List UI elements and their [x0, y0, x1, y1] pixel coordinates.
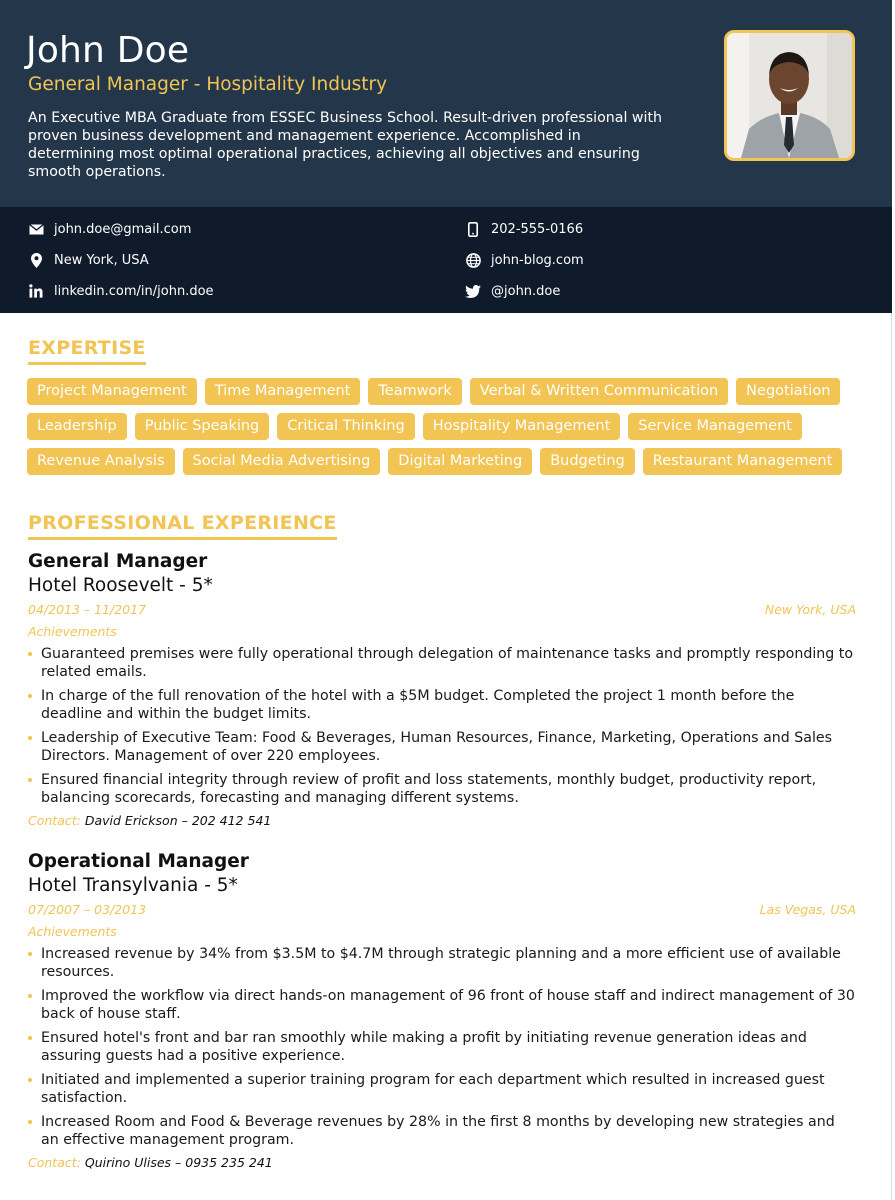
skill-tag: Social Media Advertising	[183, 448, 381, 475]
achievement-item: Increased Room and Food & Beverage revenues by 28% in the first 8 months by developing new strategies and an effective management program.	[28, 1113, 856, 1149]
skill-tag: Budgeting	[540, 448, 635, 475]
achievement-item: Leadership of Executive Team: Food & Beverages, Human Resources, Finance, Marketing, Operations and Sales Directors. Management of over 220 employees.	[28, 729, 856, 765]
contact-band	[0, 207, 892, 313]
expertise-skills	[27, 378, 867, 483]
reference-contact: David Erickson – 202 412 541	[84, 813, 272, 828]
job-location: Las Vegas, USA	[759, 902, 856, 917]
candidate-name: John Doe	[26, 30, 190, 71]
job-title: Operational Manager	[28, 851, 249, 872]
reference-label: Contact:	[28, 1155, 81, 1170]
skill-tag: Teamwork	[368, 378, 461, 405]
skill-tag: Public Speaking	[135, 413, 270, 440]
reference-contact: Quirino Ulises – 0935 235 241	[84, 1155, 273, 1170]
expertise-heading: EXPERTISE	[28, 337, 146, 365]
achievements-label: Achievements	[28, 924, 117, 939]
skill-tag: Leadership	[27, 413, 127, 440]
skill-row	[27, 378, 867, 405]
achievement-item: Ensured financial integrity through review of profit and loss statements, monthly budget, productivity report, balancing scorecards, forecasting and managing different systems.	[28, 771, 856, 807]
job-dates: 04/2013 – 11/2017	[28, 602, 147, 617]
achievement-item: Guaranteed premises were fully operational through delegation of maintenance tasks and promptly responding to related emails.	[28, 645, 856, 681]
profile-photo-image	[727, 33, 852, 158]
achievement-item: Increased revenue by 34% from $3.5M to $4.7M through strategic planning and a more efficient use of available resources.	[28, 945, 856, 981]
job-company: Hotel Transylvania - 5*	[28, 875, 238, 896]
contact-location-text: New York, USA	[54, 252, 149, 268]
candidate-summary: An Executive MBA Graduate from ESSEC Business School. Result-driven professional with proven business development and management experience. Accomplished in determining most optimal operational practices, achieving all objectives and ensuring smooth operations.	[28, 110, 663, 180]
job-dates: 07/2007 – 03/2013	[28, 902, 147, 917]
skill-row	[27, 448, 867, 475]
skill-tag: Digital Marketing	[388, 448, 532, 475]
job-meta	[28, 902, 856, 918]
skill-tag: Service Management	[628, 413, 802, 440]
achievements-label: Achievements	[28, 624, 117, 639]
job-location: New York, USA	[764, 602, 856, 617]
profile-photo	[724, 30, 855, 161]
job-entry	[28, 850, 856, 1171]
achievement-item: Initiated and implemented a superior training program for each department which resulted in increased guest satisfaction.	[28, 1071, 856, 1107]
job-reference	[28, 1155, 856, 1171]
achievements-list	[28, 945, 856, 1149]
skill-row	[27, 413, 867, 440]
contact-linkedin[interactable]	[27, 283, 214, 299]
contact-twitter[interactable]	[464, 283, 560, 299]
contact-phone[interactable]	[464, 221, 583, 237]
location-pin-icon	[27, 252, 45, 268]
contact-twitter-text: @john.doe	[491, 283, 561, 299]
skill-tag: Time Management	[205, 378, 361, 405]
skill-tag: Project Management	[27, 378, 197, 405]
job-title: General Manager	[28, 551, 208, 572]
globe-icon	[464, 252, 482, 268]
contact-website-text: john-blog.com	[491, 252, 584, 268]
resume-header	[0, 0, 892, 207]
job-entry	[28, 550, 856, 829]
achievement-item: In charge of the full renovation of the hotel with a $5M budget. Completed the project 1 month before the deadline and within the budget limits.	[28, 687, 856, 723]
contact-phone-text: 202-555-0166	[491, 221, 584, 237]
skill-tag: Verbal & Written Communication	[470, 378, 728, 405]
skill-tag: Critical Thinking	[277, 413, 414, 440]
skill-tag: Hospitality Management	[423, 413, 621, 440]
achievement-item: Improved the workflow via direct hands-on management of 96 front of house staff and indirect management of 30 back of house staff.	[28, 987, 856, 1023]
skill-tag: Restaurant Management	[643, 448, 843, 475]
contact-website[interactable]	[464, 252, 584, 268]
candidate-role: General Manager - Hospitality Industry	[28, 74, 388, 95]
achievement-item: Ensured hotel's front and bar ran smoothly while making a profit by initiating revenue generation ideas and assuring guests had a positive experience.	[28, 1029, 856, 1065]
job-reference	[28, 813, 856, 829]
twitter-icon	[464, 283, 482, 299]
phone-icon	[464, 221, 482, 237]
achievements-list	[28, 645, 856, 807]
job-meta	[28, 602, 856, 618]
contact-email-text: john.doe@gmail.com	[54, 221, 192, 237]
mail-icon	[27, 221, 45, 237]
contact-email[interactable]	[27, 221, 191, 237]
experience-heading: PROFESSIONAL EXPERIENCE	[28, 512, 337, 540]
skill-tag: Revenue Analysis	[27, 448, 175, 475]
contact-linkedin-text: linkedin.com/in/john.doe	[54, 283, 214, 299]
skill-tag: Negotiation	[736, 378, 840, 405]
job-company: Hotel Roosevelt - 5*	[28, 575, 213, 596]
contact-location	[27, 252, 149, 268]
reference-label: Contact:	[28, 813, 81, 828]
linkedin-icon	[27, 283, 45, 299]
